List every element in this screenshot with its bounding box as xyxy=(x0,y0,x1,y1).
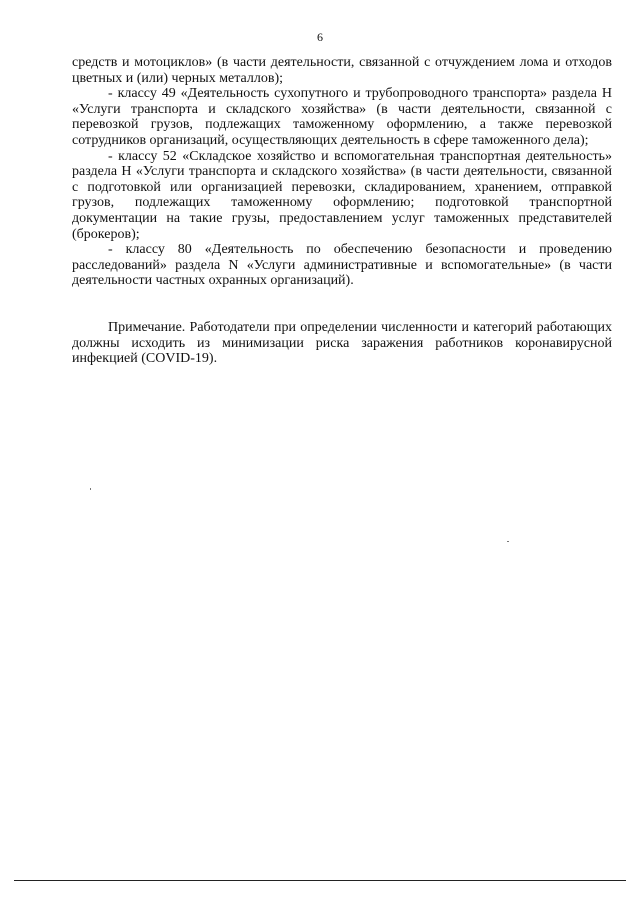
page-number: 6 xyxy=(317,30,323,44)
scan-mark xyxy=(90,488,91,490)
document-body xyxy=(72,55,612,381)
paragraph-class-52: - классу 52 «Складское хозяйство и вспомогательная транспортная деятельность» раздела Н «Услуги транспорта и складского хозяйства» (в части деятельности, связанной с подготовкой или организацией перевозки, складированием, хранением, отправкой грузов, подлежащих таможенному оформлению; подготовкой транспортной документации на такие грузы, предоставлением услуг таможенных представителей (брокеров); xyxy=(72,148,612,242)
bottom-rule xyxy=(14,880,626,881)
paragraph-class-80: - классу 80 «Деятельность по обеспечению безопасности и проведению расследований» раздела N «Услуги административные и вспомогательные» (в части деятельности частных охранных организаций). xyxy=(72,242,612,289)
scan-mark xyxy=(507,541,509,542)
paragraph-class-49: - классу 49 «Деятельность сухопутного и трубопроводного транспорта» раздела Н «Услуги транспорта и складского хозяйства» (в части деятельности, связанной с перевозкой грузов, подлежащих таможенному оформлению, а также перевозкой сотрудников организаций, осуществляющих деятельность в сфере таможенного дела); xyxy=(72,86,612,148)
paragraph-continuation: средств и мотоциклов» (в части деятельности, связанной с отчуждением лома и отходов цветных и (или) черных металлов); xyxy=(72,55,612,86)
note-paragraph: Примечание. Работодатели при определении численности и категорий работающих должны исходить из минимизации риска заражения работников коронавирусной инфекцией (COVID-19). xyxy=(72,319,612,367)
